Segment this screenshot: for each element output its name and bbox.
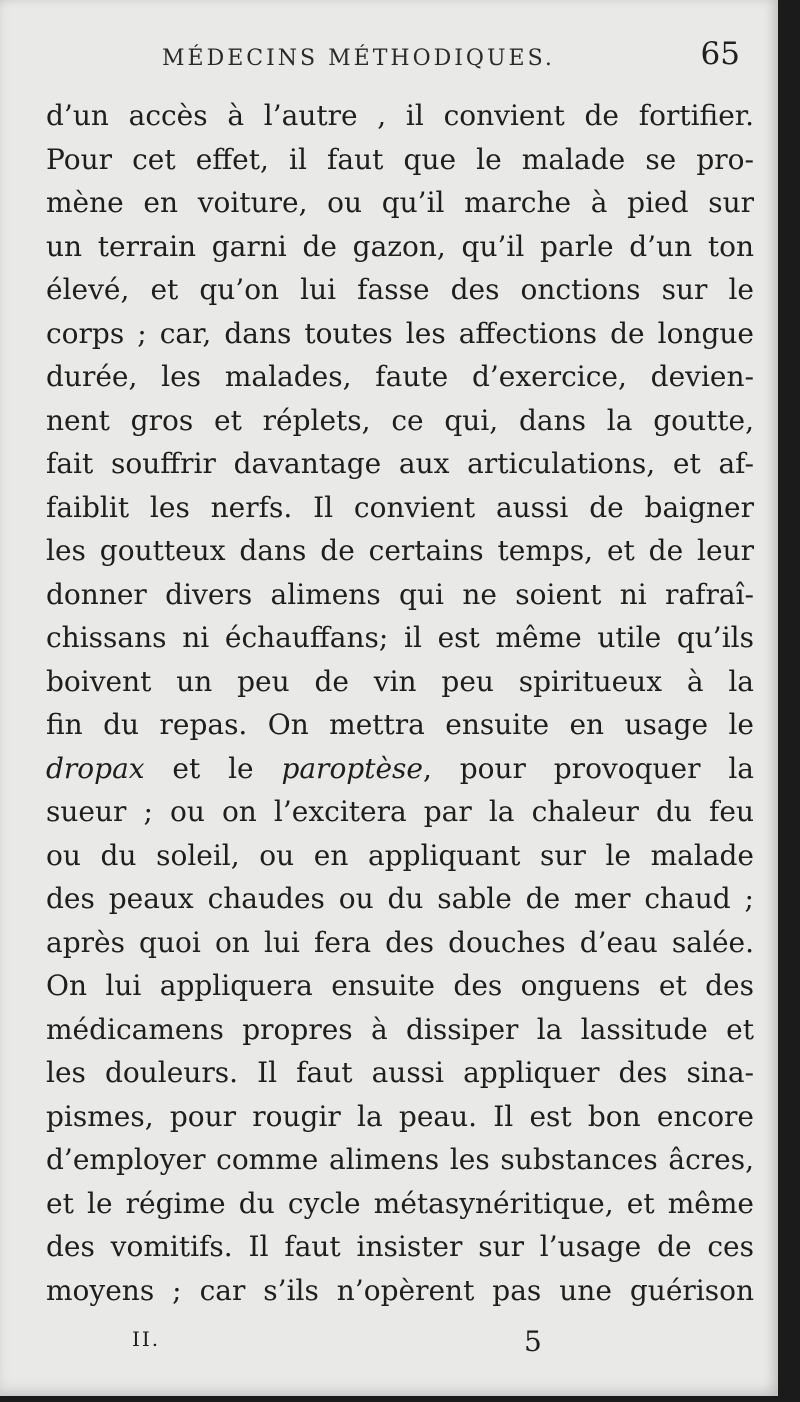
- text-line: des vomitifs. Il faut insister sur l’usage de ces: [46, 1230, 754, 1263]
- text-line: corps ; car, dans toutes les affections de longue: [46, 316, 754, 350]
- text-line: nent gros et réplets, ce qui, dans la goutte,: [46, 403, 754, 437]
- text-line: fait souffrir davantage aux articulations, et af-: [46, 447, 754, 480]
- text-line-italic-terms: [46, 747, 754, 791]
- page-footer: [0, 1325, 778, 1365]
- text-line: mène en voiture, ou qu’il marche à pied sur: [46, 186, 754, 219]
- text-line: et le régime du cycle métasynéritique, et même: [46, 1186, 754, 1220]
- body-text: [46, 94, 754, 1312]
- italic-term-paroptese: paroptèse: [281, 751, 423, 785]
- signature-number: 5: [524, 1325, 542, 1358]
- header-title: MÉDECINS MÉTHODIQUES.: [162, 46, 555, 71]
- text-line: d’un accès à l’autre , il convient de fortifier.: [46, 99, 754, 132]
- text-line: faiblit les nerfs. Il convient aussi de baigner: [46, 490, 754, 524]
- text-line: durée, les malades, faute d’exercice, devien-: [46, 360, 754, 393]
- text-line: fin du repas. On mettra ensuite en usage le: [46, 708, 754, 741]
- text-line: donner divers alimens qui ne soient ni rafraî-: [46, 577, 754, 611]
- text-line: boivent un peu de vin peu spiritueux à la: [46, 664, 754, 698]
- italic-term-dropax: dropax: [46, 751, 145, 785]
- text-line: pismes, pour rougir la peau. Il est bon encore: [46, 1099, 754, 1133]
- text-line: sueur ; ou on l’excitera par la chaleur du feu: [46, 795, 754, 828]
- page-number: 65: [700, 36, 740, 72]
- text-line: On lui appliquera ensuite des onguens et des: [46, 969, 754, 1002]
- text-line: chissans ni échauffans; il est même utile qu’ils: [46, 621, 754, 654]
- text-line: médicamens propres à dissiper la lassitude et: [46, 1012, 754, 1046]
- text-line: après quoi on lui fera des douches d’eau salée.: [46, 925, 754, 959]
- text-line: moyens ; car s’ils n’opèrent pas une guérison: [46, 1273, 754, 1307]
- text-line: des peaux chaudes ou du sable de mer chaud ;: [46, 882, 754, 915]
- signature-volume: II.: [132, 1327, 161, 1351]
- text-line: un terrain garni de gazon, qu’il parle d’un ton: [46, 229, 754, 263]
- text-fragment: et le: [144, 751, 282, 785]
- text-fragment: , pour provoquer la: [422, 751, 754, 785]
- running-head: [40, 36, 750, 86]
- text-line: les goutteux dans de certains temps, et de leur: [46, 534, 754, 567]
- text-line: les douleurs. Il faut aussi appliquer des sina-: [46, 1056, 754, 1089]
- text-line: d’employer comme alimens les substances âcres,: [46, 1143, 754, 1176]
- text-line: Pour cet effet, il faut que le malade se pro-: [46, 142, 754, 176]
- text-line: élevé, et qu’on lui fasse des onctions sur le: [46, 273, 754, 306]
- text-line: ou du soleil, ou en appliquant sur le malade: [46, 838, 754, 872]
